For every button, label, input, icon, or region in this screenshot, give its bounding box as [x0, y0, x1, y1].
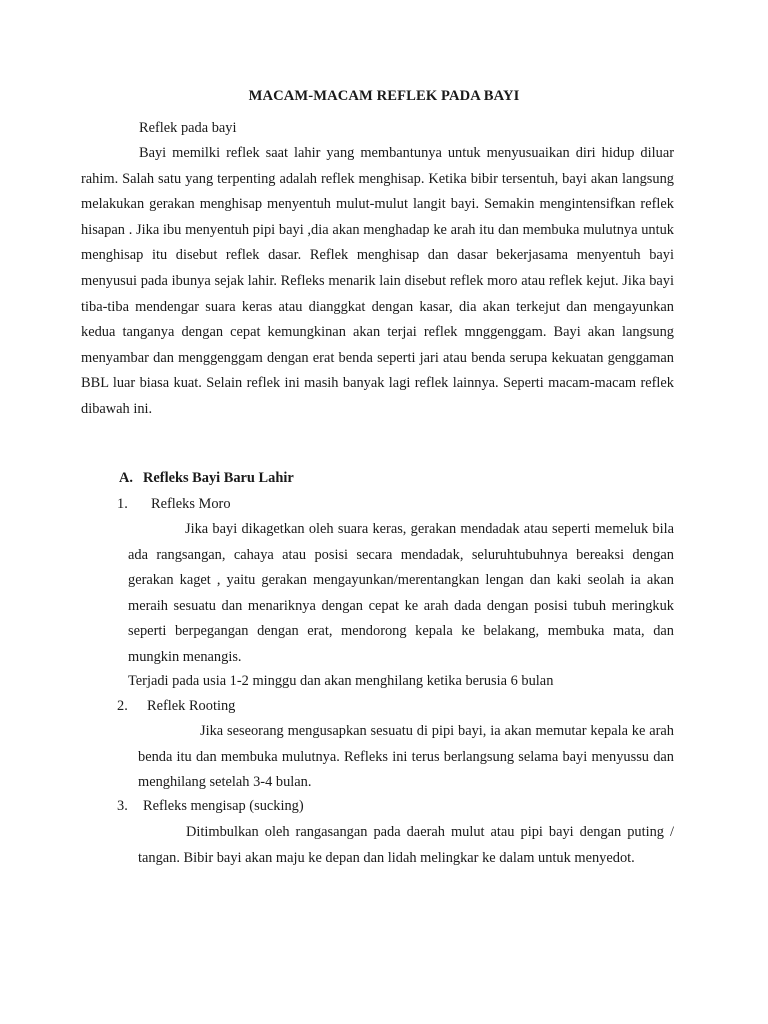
section-heading-text: Refleks Bayi Baru Lahir — [143, 470, 294, 486]
item-number: 2. — [117, 698, 128, 714]
item-number: 1. — [117, 496, 128, 512]
page-title: MACAM-MACAM REFLEK PADA BAYI — [248, 88, 520, 104]
item-paragraph: Jika seseorang mengusapkan sesuatu di pipi bayi, ia akan memutar kepala ke arah benda itu dan membuka mulutnya. Refleks ini terus berlangsung selama bayi menyussu dan menghilang setelah 3-4 bulan. — [138, 723, 674, 791]
item-note: Terjadi pada usia 1-2 minggu dan akan menghilang ketika berusia 6 bulan — [128, 673, 554, 689]
intro-paragraph: Bayi memilki reflek saat lahir yang membantunya untuk menyusuaikan diri hidup diluar rahim. Salah satu yang terpenting adalah reflek menghisap. Ketika bibir tersentuh, bayi akan langsung melakukan gerakan menghisap menyentuh mulut-mulut langit bayi. Semakin mengintensifkan reflek hisapan . Jika ibu menyentuh pipi bayi ,dia akan menghadap ke arah itu dan membuka mulutnya untuk menghisap itu disebut reflek dasar. Reflek menghisap dan dasar bekerjasama menyentuh bayi menyusui pada ibunya sejak lahir. Refleks menarik lain disebut reflek moro atau reflek kejut. Jika bayi tiba-tiba mendengar suara keras atau dianggkat dengan kasar, dia akan terkejut dan mengayunkan kedua tanganya dengan cepat kemungkinan akan terjai reflek mnggenggam. Bayi akan langsung menyambar dan menggenggam dengan erat benda seperti jari atau benda serupa kekuatan genggaman BBL luar biasa kuat. Selain reflek ini masih banyak lagi reflek lainnya. Seperti macam-macam reflek dibawah ini. — [81, 145, 674, 417]
item-paragraph: Jika bayi dikagetkan oleh suara keras, gerakan mendadak atau seperti memeluk bila ada rangsangan, cahaya atau posisi secara mendadak, seluruhtubuhnya bereaksi dengan gerakan kaget , yaitu gerakan mengayunkan/merentangkan lengan dan kaki seolah ia akan meraih sesuatu dan menariknya dengan cepat ke arah dada dengan posisi tubuh meringkuk seperti berpegangan dengan erat, mendorong kepala ke belakang, membuka mata, dan mungkin menangis. — [128, 521, 674, 665]
item-label-reflek-rooting: Reflek Rooting — [147, 698, 236, 714]
intro-label: Reflek pada bayi — [139, 120, 237, 136]
item-label-refleks-mengisap: Refleks mengisap (sucking) — [143, 798, 304, 814]
item-paragraph: Ditimbulkan oleh rangasangan pada daerah mulut atau pipi bayi dengan puting / tangan. Bibir bayi akan maju ke depan dan lidah melingkar ke dalam untuk menyedot. — [138, 824, 674, 866]
item-label-refleks-moro: Refleks Moro — [151, 496, 231, 512]
item-number: 3. — [117, 798, 128, 814]
section-heading — [119, 470, 294, 487]
section-letter: A. — [119, 470, 133, 486]
